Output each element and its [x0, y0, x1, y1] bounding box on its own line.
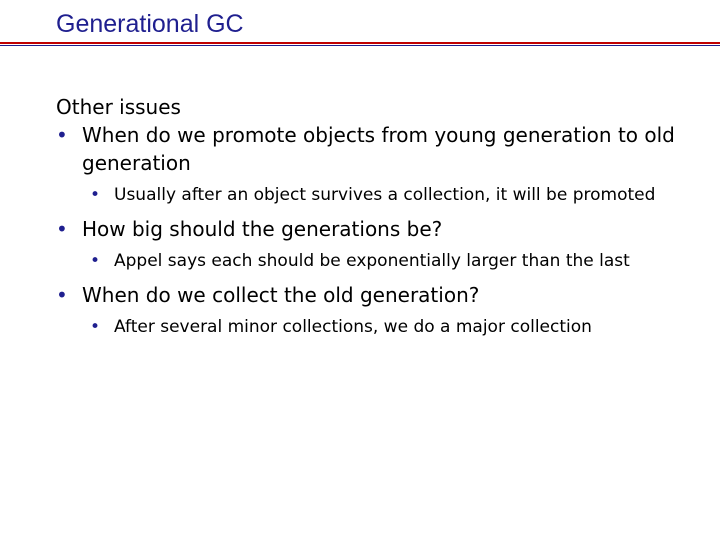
- sub-bullet-item: [56, 183, 696, 207]
- title-rule: [0, 42, 720, 47]
- bullet-text: When do we collect the old generation?: [82, 283, 480, 307]
- slide-title: Generational GC: [56, 10, 244, 38]
- bullet-icon: •: [56, 283, 68, 307]
- section-heading: Other issues: [56, 95, 181, 119]
- bullet-icon: •: [56, 217, 68, 241]
- sub-bullet-text: Appel says each should be exponentially larger than the last: [114, 251, 630, 271]
- sub-bullet-item: [56, 315, 696, 339]
- bullet-item: [56, 121, 696, 177]
- bullet-text: When do we promote objects from young generation to old generation: [82, 123, 675, 175]
- sub-bullet-icon: •: [90, 185, 101, 205]
- bullet-item: [56, 281, 696, 309]
- title-rule-blue-line: [0, 45, 720, 46]
- sub-bullet-text: Usually after an object survives a collection, it will be promoted: [114, 185, 656, 205]
- bullet-item: [56, 215, 696, 243]
- title-rule-red-line: [0, 42, 720, 44]
- sub-bullet-icon: •: [90, 251, 101, 271]
- bullet-icon: •: [56, 123, 68, 147]
- sub-bullet-icon: •: [90, 317, 101, 337]
- sub-bullet-text: After several minor collections, we do a major collection: [114, 317, 592, 337]
- bullet-text: How big should the generations be?: [82, 217, 443, 241]
- slide-body: [56, 93, 696, 339]
- sub-bullet-item: [56, 249, 696, 273]
